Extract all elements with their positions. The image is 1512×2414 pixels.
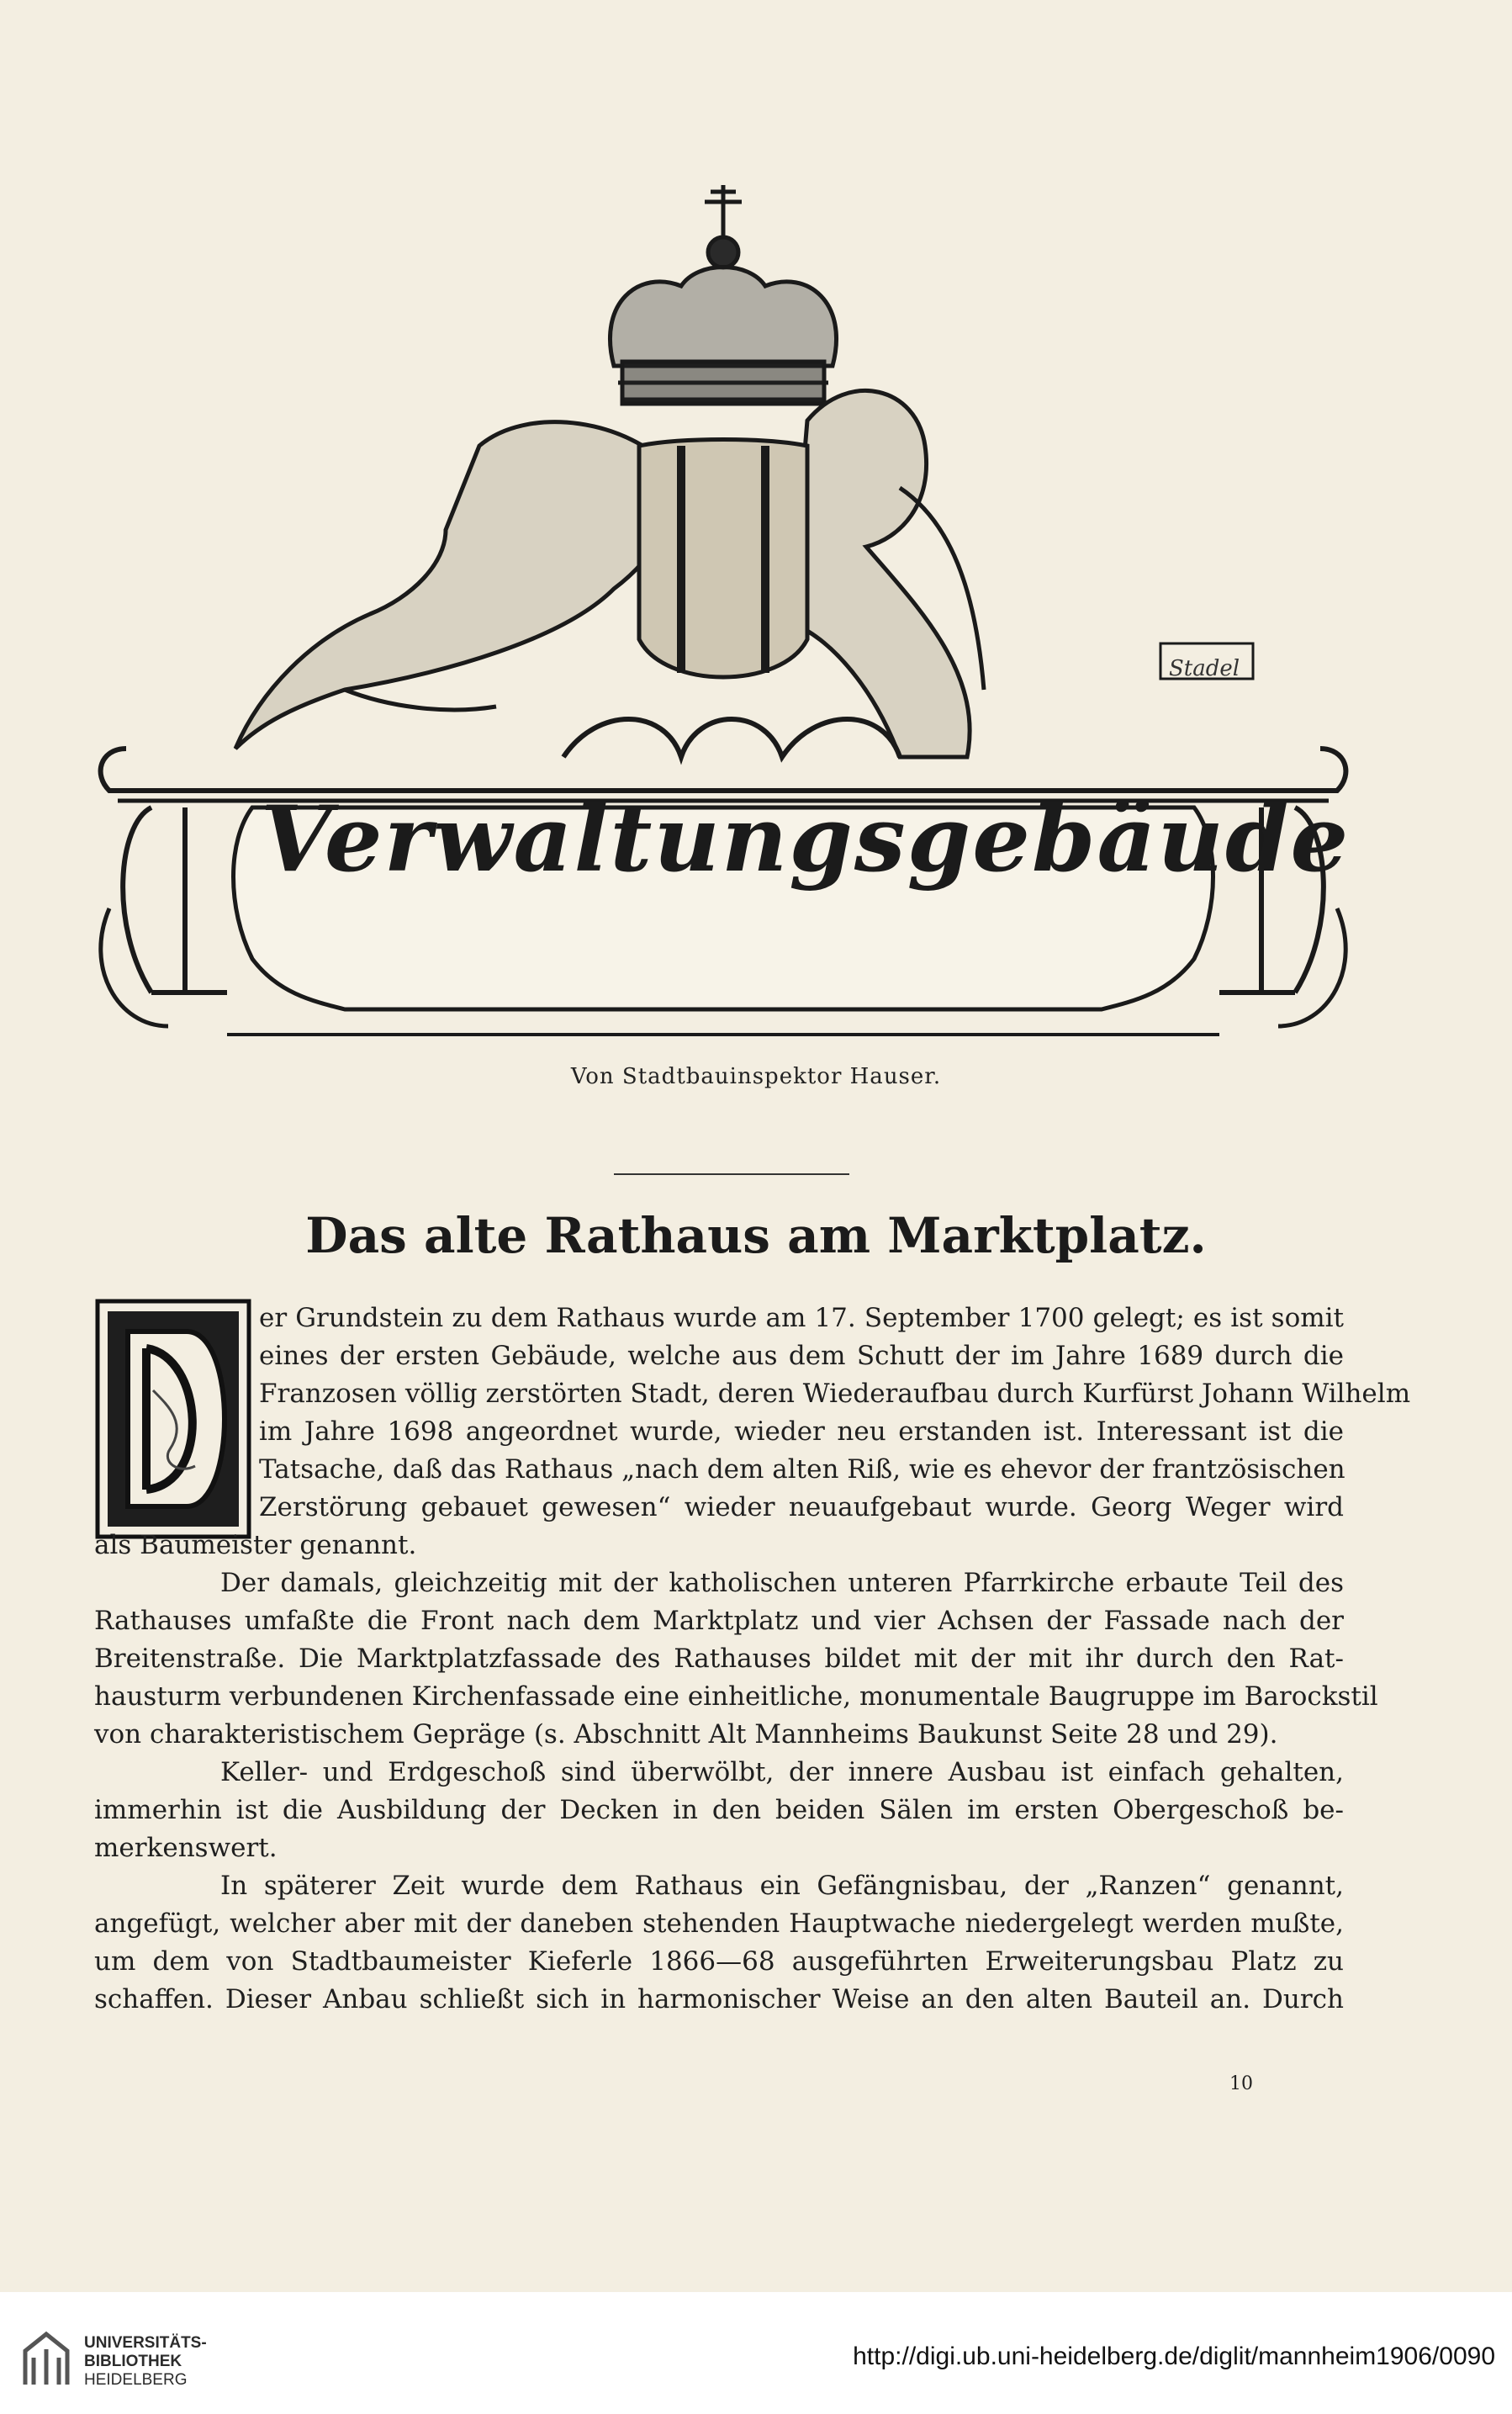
paragraph-line: schaffen. Dieser Anbau schließt sich in harmonischer Weise an den alten Bauteil an. Durch bbox=[94, 1984, 1344, 2014]
cartouche-frame bbox=[101, 185, 1351, 1035]
paragraph-line: merkenswert. bbox=[94, 1833, 278, 1863]
logo-line: UNIVERSITÄTS- bbox=[84, 2334, 207, 2352]
divider bbox=[614, 1173, 849, 1175]
university-library-logo-icon bbox=[17, 2326, 76, 2393]
paragraph-line: von charakteristischem Gepräge (s. Abschnitt Alt Mannheims Baukunst Seite 28 und 29). bbox=[94, 1719, 1278, 1750]
paragraph-line: Keller- und Erdgeschoß sind überwölbt, der innere Ausbau ist einfach gehalten, bbox=[220, 1757, 1344, 1787]
library-logo-text bbox=[84, 2334, 207, 2390]
paragraph-line: angefügt, welcher aber mit der daneben stehenden Hauptwache niedergelegt werden mußte, bbox=[94, 1908, 1344, 1939]
paragraph-line: In späterer Zeit wurde dem Rathaus ein Gefängnisbau, der „Ranzen“ genannt, bbox=[220, 1871, 1344, 1901]
paragraph-line: immerhin ist die Ausbildung der Decken in den beiden Sälen im ersten Obergeschoß be- bbox=[94, 1795, 1344, 1825]
page-number: 10 bbox=[1229, 2073, 1253, 2094]
paragraph-line: um dem von Stadtbaumeister Kieferle 1866—68 ausgeführten Erweiterungsbau Platz zu bbox=[94, 1946, 1344, 1977]
paragraph-line: im Jahre 1698 angeordnet wurde, wieder neu erstanden ist. Interessant ist die bbox=[259, 1416, 1344, 1447]
paragraph-line: Zerstörung gebauet gewesen“ wieder neuaufgebaut wurde. Georg Weger wird bbox=[259, 1492, 1344, 1522]
artist-signature: Stadel bbox=[1169, 656, 1240, 681]
paragraph-line: eines der ersten Gebäude, welche aus dem Schutt der im Jahre 1689 durch die bbox=[259, 1341, 1344, 1371]
drop-cap-initial bbox=[94, 1298, 252, 1540]
paragraph-line: Rathauses umfaßte die Front nach dem Marktplatz und vier Achsen der Fassade nach der bbox=[94, 1606, 1344, 1636]
logo-line: BIBLIOTHEK bbox=[84, 2353, 182, 2370]
logo-line: HEIDELBERG bbox=[84, 2371, 188, 2389]
footer-bar bbox=[0, 2292, 1512, 2414]
paragraph-line: er Grundstein zu dem Rathaus wurde am 17. September 1700 gelegt; es ist somit bbox=[259, 1303, 1344, 1333]
paragraph-line: hausturm verbundenen Kirchenfassade eine einheitliche, monumentale Baugruppe im Barockstil bbox=[94, 1681, 1378, 1712]
baroque-cartouche-illustration bbox=[93, 168, 1354, 1051]
section-title: Das alte Rathaus am Marktplatz. bbox=[305, 1207, 1207, 1264]
source-url-link[interactable]: http://digi.ub.uni-heidelberg.de/diglit/mannheim1906/0090 bbox=[853, 2343, 1495, 2370]
paragraph-line: als Baumeister genannt. bbox=[94, 1530, 417, 1560]
paragraph-line: Breitenstraße. Die Marktplatzfassade des Rathauses bildet mit der mit ihr durch den Rat- bbox=[94, 1644, 1344, 1674]
page-title: Verwaltungsgebäude bbox=[261, 786, 1351, 892]
paragraph-line: Der damals, gleichzeitig mit der katholischen unteren Pfarrkirche erbaute Teil des bbox=[220, 1568, 1344, 1598]
paragraph-line: Franzosen völlig zerstörten Stadt, deren Wiederaufbau durch Kurfürst Johann Wilhelm bbox=[259, 1379, 1411, 1409]
author-line: Von Stadtbauinspektor Hauser. bbox=[570, 1064, 942, 1089]
paragraph-line: Tatsache, daß das Rathaus „nach dem alten Riß, wie es ehevor der frantzösischen bbox=[259, 1454, 1345, 1485]
